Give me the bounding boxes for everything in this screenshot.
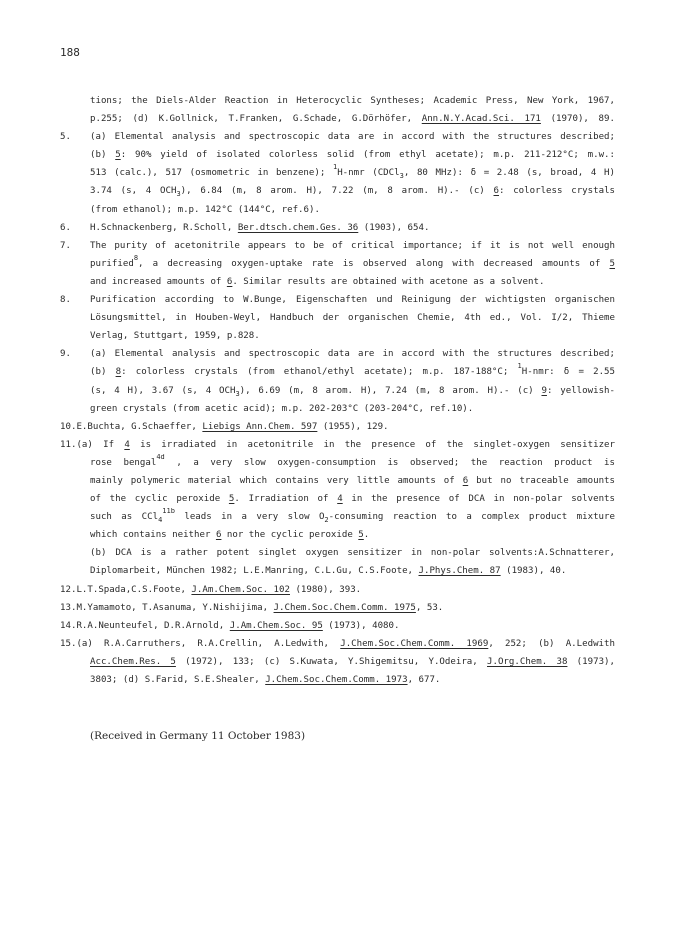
reference-number: 11. — [60, 439, 77, 450]
ref-line: Lösungsmittel, in Houben-Weyl, Handbuch der organischen Chemie, 4th ed., Vol. I/2, Thieme — [90, 313, 615, 324]
reference-number: 5. — [60, 132, 71, 143]
ref-line: (b) DCA is a rather potent singlet oxygen sensitizer in non-polar solvents:A.Schnatterer, — [90, 548, 615, 559]
reference-number: 8. — [60, 295, 71, 306]
ref-line: Verlag, Stuttgart, 1959, p.828. — [90, 331, 260, 342]
ref-line: (a) If 4 is irradiated in acetonitrile in the presence of the singlet-oxygen sensitizer — [76, 439, 615, 450]
reference-12 — [60, 581, 615, 599]
reference-number: 9. — [60, 349, 71, 360]
ref-line: purified$^8$, a decreasing oxygen-uptake rate is observed along with decreased amounts of 5 — [90, 254, 615, 269]
citation: J.Am.Chem.Soc. 102 — [191, 584, 290, 595]
citation: Ber.dtsch.chem.Ges. 36 — [237, 222, 359, 233]
ref-line: (a) Elemental analysis and spectroscopic data are in accord with the structures described; — [90, 132, 615, 143]
reference-number: 13. — [60, 602, 77, 613]
ref-line: L.T.Spada,C.S.Foote, J.Am.Chem.Soc. 102 (1980), 393. — [76, 584, 362, 595]
reference-number: 14. — [60, 620, 77, 631]
ref-line: mainly polymeric material which contains very little amounts of 6 but no traceable amounts — [90, 475, 615, 486]
reference-5 — [60, 128, 615, 218]
reference-13 — [60, 599, 615, 617]
reference-11 — [60, 436, 615, 454]
ref-line: M.Yamamoto, T.Asanuma, Y.Nishijima, J.Chem.Soc.Chem.Comm. 1975, 53. — [76, 602, 444, 613]
reference-number: 15. — [60, 638, 77, 649]
ref-line: green crystals (from acetic acid); m.p. 202-203°C (203-204°C, ref.10). — [90, 403, 474, 414]
reference-15-body — [60, 653, 615, 689]
ref-line: p.255; (d) K.Gollnick, T.Franken, G.Schade, G.Dörhöfer, Ann.N.Y.Acad.Sci. 171 (1970), 89. — [90, 114, 615, 125]
ref-line: (a) R.A.Carruthers, R.A.Crellin, A.Ledwith, J.Chem.Soc.Chem.Comm. 1969, 252; (b) A.Ledwith — [76, 638, 615, 649]
citation: Liebigs Ann.Chem. 597 — [202, 421, 318, 432]
ref-line: and increased amounts of 6. Similar results are obtained with acetone as a solvent. — [90, 276, 545, 287]
citation: J.Am.Chem.Soc. 95 — [229, 620, 323, 631]
reference-number: 10. — [60, 421, 77, 432]
reference-6 — [60, 219, 615, 237]
reference-7 — [60, 237, 615, 291]
ref-line: (from ethanol); m.p. 142°C (144°C, ref.6). — [90, 204, 320, 215]
ref-line: which contains neither 6 nor the cyclic peroxide 5. — [90, 530, 370, 541]
ref-line: of the cyclic peroxide 5. Irradiation of 4 in the presence of DCA in non-polar solvents — [90, 494, 615, 505]
citation: J.Chem.Soc.Chem.Comm. 1969 — [340, 638, 489, 649]
citation: J.Chem.Soc.Chem.Comm. 1973 — [265, 675, 408, 685]
ref-line: H.Schnackenberg, R.Scholl, Ber.dtsch.chem.Ges. 36 (1903), 654. — [90, 222, 430, 233]
received-date-note: (Received in Germany 11 October 1983) — [90, 730, 306, 742]
page-number: 188 — [60, 46, 80, 59]
ref-line: tions; the Diels-Alder Reaction in Heterocyclic Syntheses; Academic Press, New York, 1967, — [90, 96, 615, 106]
ref-line: such as CCl$_4^{11b}$ leads in a very slow $O_2$-consuming reaction to a complex product mixture — [90, 508, 615, 525]
ref-line: 3803; (d) S.Farid, S.E.Shealer, J.Chem.Soc.Chem.Comm. 1973, 677. — [90, 675, 441, 685]
reference-14 — [60, 617, 615, 635]
reference-4-continuation — [60, 92, 615, 128]
ref-line: Acc.Chem.Res. 5 (1972), 133; (c) S.Kuwata, Y.Shigemitsu, Y.Odeira, J.Org.Chem. 38 (1973), — [90, 656, 615, 667]
reference-list — [60, 92, 615, 689]
citation: Acc.Chem.Res. 5 — [90, 656, 176, 667]
reference-number: 6. — [60, 222, 71, 233]
reference-15 — [60, 635, 615, 653]
ref-line: (s, 4 H), 3.67 (s, 4 $OCH_3$), 6.69 (m, 8 arom. H), 7.24 (m, 8 arom. H).- (c) 9: yellowish- — [90, 385, 615, 398]
ref-line: rose bengal$^{4d}$ , a very slow oxygen-consumption is observed; the reaction product is — [90, 453, 615, 468]
ref-line: E.Buchta, G.Schaeffer, Liebigs Ann.Chem. 597 (1955), 129. — [76, 421, 389, 432]
ref-line: 513 (calc.), 517 (osmometric in benzene); $^1$H-nmr (CDCl$_3$, 80 MHz): δ = 2.48 (s, broad, 4 H) — [90, 164, 615, 181]
citation: Ann.N.Y.Acad.Sci. 171 — [421, 114, 541, 125]
reference-8 — [60, 291, 615, 345]
citation: J.Chem.Soc.Chem.Comm. 1975 — [273, 602, 416, 613]
ref-line: Diplomarbeit, München 1982; L.E.Manring, C.L.Gu, C.S.Foote, J.Phys.Chem. 87 (1983), 40. — [90, 566, 567, 577]
ref-line: R.A.Neunteufel, D.R.Arnold, J.Am.Chem.Soc. 95 (1973), 4080. — [76, 620, 400, 631]
reference-9 — [60, 345, 615, 417]
reference-11-body — [60, 454, 615, 581]
ref-line: The purity of acetonitrile appears to be of critical importance; if it is not well enough — [90, 240, 615, 251]
reference-number: 12. — [60, 584, 77, 595]
citation: J.Phys.Chem. 87 — [418, 566, 501, 577]
ref-line: (b) 8: colorless crystals (from ethanol/ethyl acetate); m.p. 187-188°C; $^1$H-nmr: δ = 2.55 — [90, 363, 615, 378]
reference-number: 7. — [60, 240, 71, 251]
ref-line: Purification according to W.Bunge, Eigenschaften und Reinigung der wichtigsten organischen — [90, 295, 615, 306]
ref-line: (b) 5: 90% yield of isolated colorless solid (from ethyl acetate); m.p. 211-212°C; m.w.: — [90, 150, 615, 161]
ref-line: (a) Elemental analysis and spectroscopic data are in accord with the structures described; — [90, 349, 615, 360]
citation: J.Org.Chem. 38 — [487, 656, 568, 667]
reference-10 — [60, 418, 615, 436]
ref-line: 3.74 (s, 4 $OCH_3$), 6.84 (m, 8 arom. H), 7.22 (m, 8 arom. H).- (c) 6: colorless crystals — [90, 186, 615, 199]
